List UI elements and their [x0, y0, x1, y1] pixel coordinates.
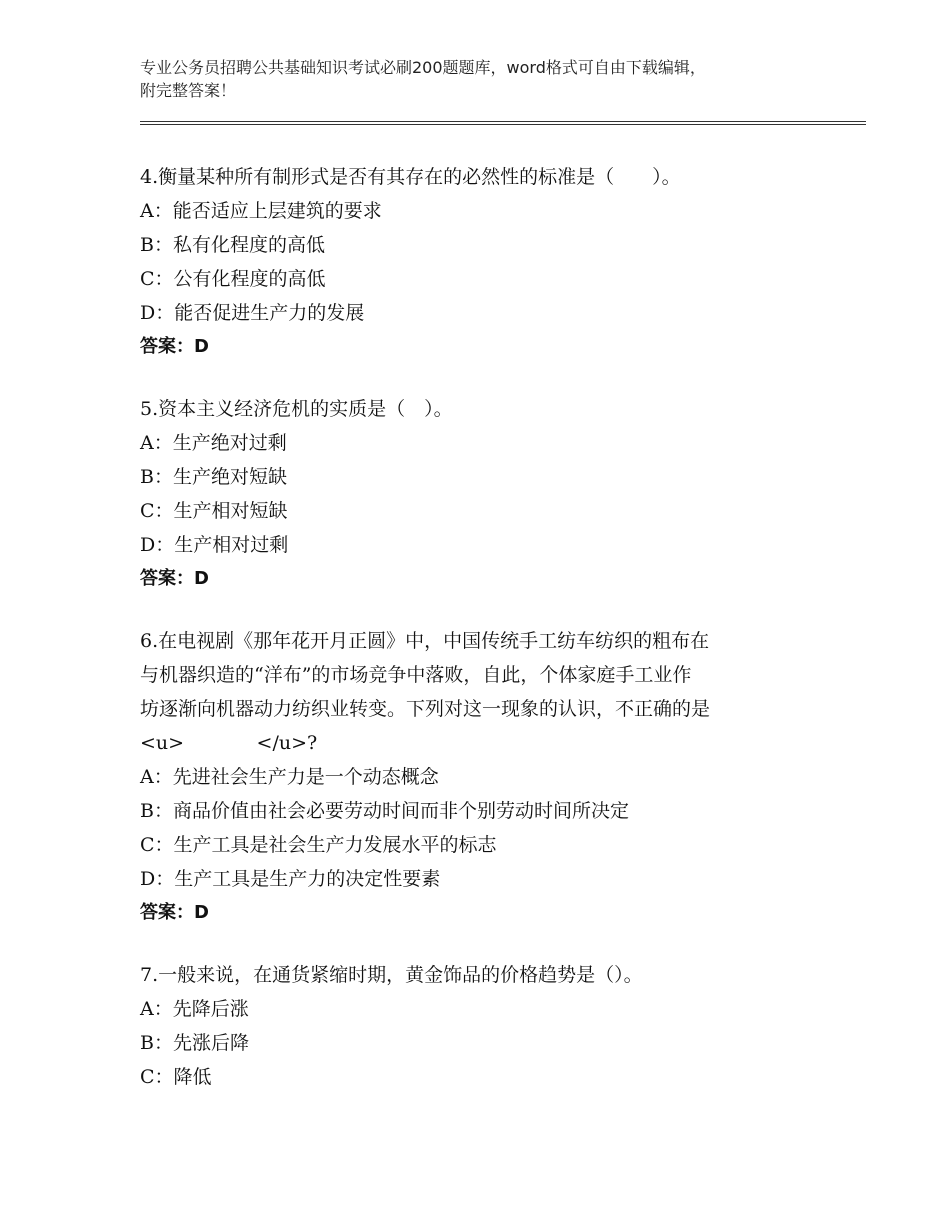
option-c: C：公有化程度的高低: [140, 268, 326, 290]
option-c: C：生产工具是社会生产力发展水平的标志: [140, 834, 497, 856]
option-b: B：商品价值由社会必要劳动时间而非个别劳动时间所决定: [140, 800, 629, 822]
answer: 答案：D: [140, 568, 209, 589]
question-stem-line-2: 与机器织造的“洋布”的市场竞争中落败，自此，个体家庭手工业作: [140, 664, 692, 686]
document-header: [140, 56, 870, 102]
question-stem: 4.衡量某种所有制形式是否有其存在的必然性的标准是（ ）。: [140, 166, 681, 188]
option-c: C：降低: [140, 1066, 212, 1088]
option-b: B：先涨后降: [140, 1032, 249, 1054]
option-b: B：生产绝对短缺: [140, 466, 287, 488]
option-a: A：先进社会生产力是一个动态概念: [140, 766, 439, 788]
answer: 答案：D: [140, 902, 209, 923]
header-divider: [140, 121, 866, 125]
question-stem: 7.一般来说，在通货紧缩时期，黄金饰品的价格趋势是（）。: [140, 964, 643, 986]
question-4: [140, 160, 800, 364]
question-stem-line-3: 坊逐渐向机器动力纺织业转变。下列对这一现象的认识，不正确的是: [140, 698, 711, 720]
question-6: [140, 624, 800, 930]
option-d: D：生产相对过剩: [140, 534, 289, 556]
question-stem-line-1: 6.在电视剧《那年花开月正圆》中，中国传统手工纺车纺织的粗布在: [140, 630, 710, 652]
answer: 答案：D: [140, 336, 209, 357]
option-d: D：能否促进生产力的发展: [140, 302, 365, 324]
option-a: A：生产绝对过剩: [140, 432, 287, 454]
question-5: [140, 392, 800, 596]
option-a: A：能否适应上层建筑的要求: [140, 200, 382, 222]
option-d: D：生产工具是生产力的决定性要素: [140, 868, 441, 890]
option-c: C：生产相对短缺: [140, 500, 288, 522]
question-stem: 5.资本主义经济危机的实质是（ ）。: [140, 398, 453, 420]
question-stem-line-4: <u> </u>?: [140, 732, 318, 754]
option-b: B：私有化程度的高低: [140, 234, 325, 256]
question-7: [140, 958, 800, 1094]
option-a: A：先降后涨: [140, 998, 249, 1020]
question-list: [140, 160, 800, 1122]
header-line-1: 专业公务员招聘公共基础知识考试必刷200题题库，word格式可自由下载编辑，: [140, 58, 706, 77]
header-line-2: 附完整答案！: [140, 81, 237, 100]
